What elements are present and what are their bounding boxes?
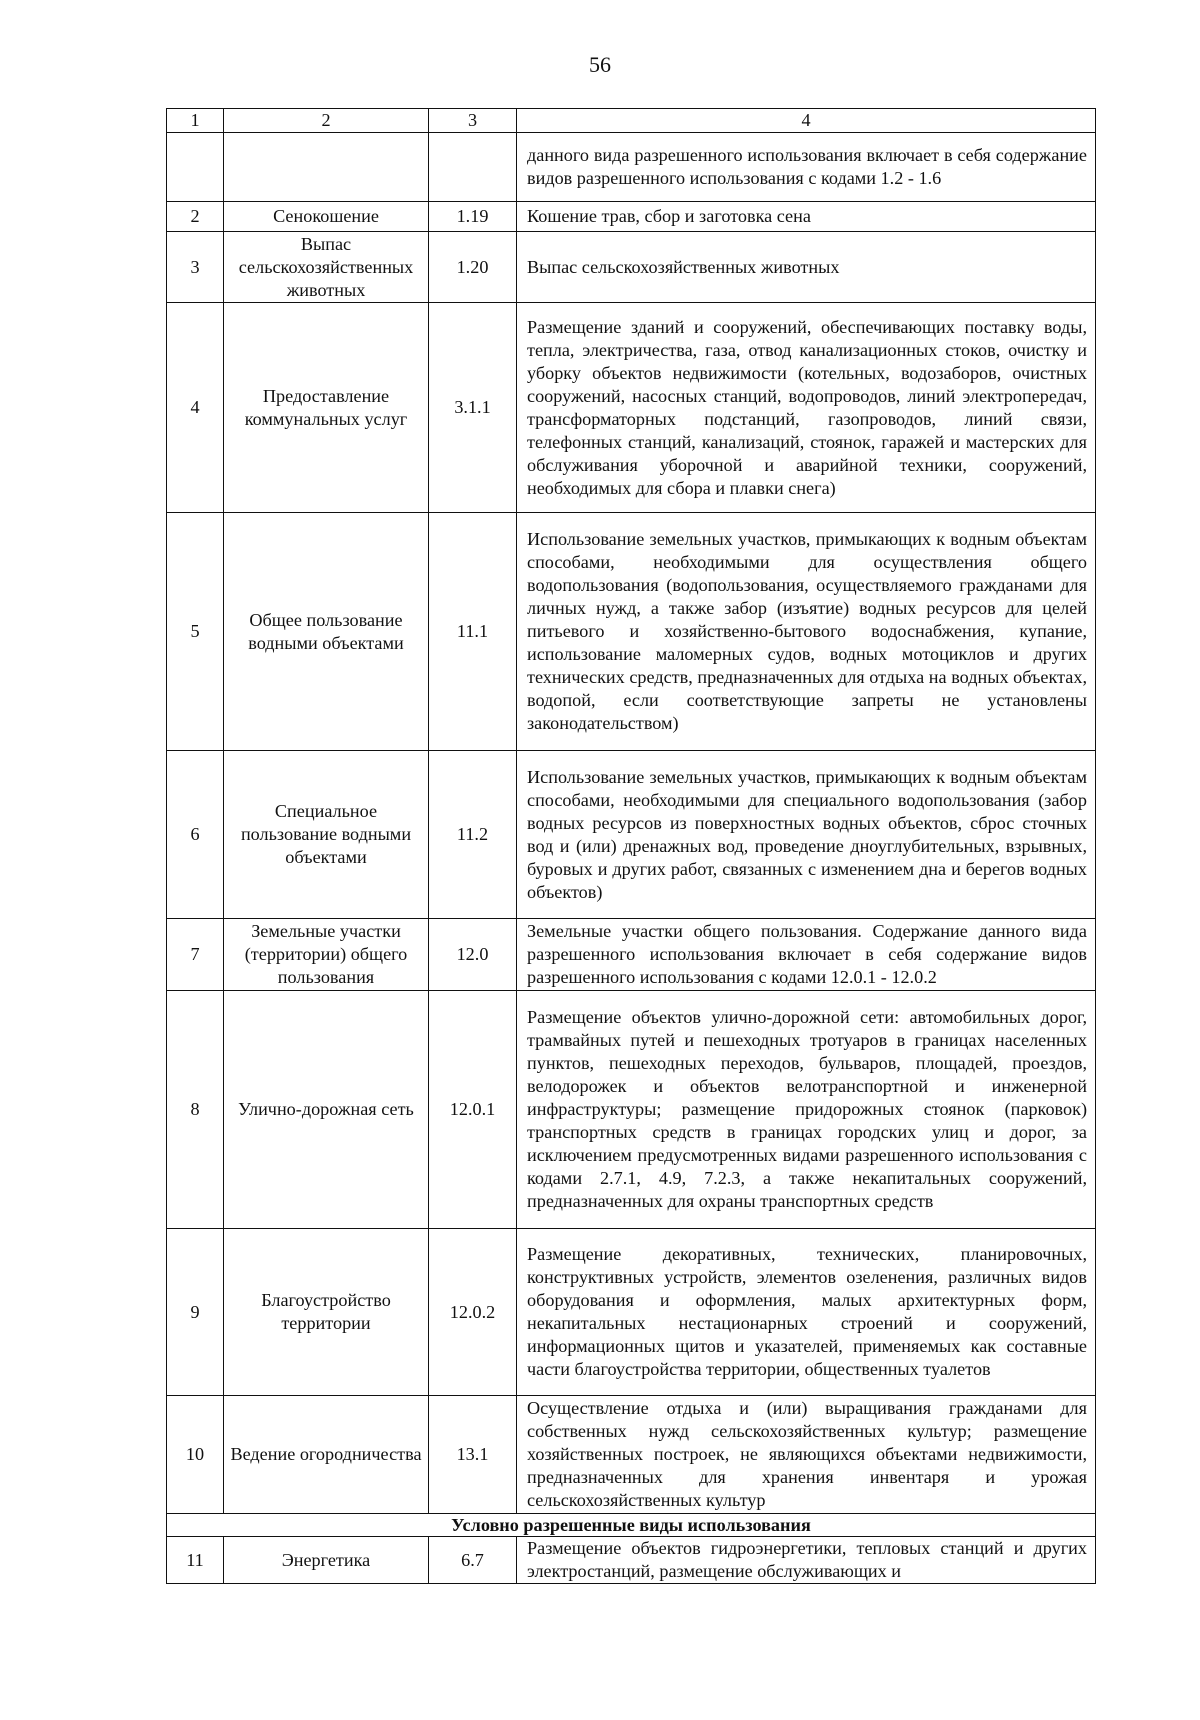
row-name — [224, 133, 429, 202]
row-name: Благоустройство территории — [224, 1229, 429, 1396]
table-row — [167, 303, 1096, 513]
land-use-table — [166, 108, 1096, 1584]
row-number: 6 — [167, 751, 224, 919]
row-name: Сенокошение — [224, 202, 429, 232]
row-code: 1.20 — [429, 232, 517, 303]
row-name: Общее пользование водными объектами — [224, 513, 429, 751]
row-description: Размещение декоративных, технических, планировочных, конструктивных устройств, элементов озеленения, различных видов оборудования и оформления, малых архитектурных форм, некапитальных нестационарных строений и сооружений, информационных щитов и указателей, применяемых как составные части благоустройства территории, общественных туалетов — [517, 1229, 1096, 1396]
table-row — [167, 513, 1096, 751]
row-description-text: Кошение трав, сбор и заготовка сена — [527, 206, 811, 226]
row-name: Улично-дорожная сеть — [224, 991, 429, 1229]
row-code: 6.7 — [429, 1537, 517, 1584]
row-number: 9 — [167, 1229, 224, 1396]
row-description — [517, 202, 1096, 232]
row-name: Энергетика — [224, 1537, 429, 1584]
column-header-description: 4 — [517, 109, 1096, 133]
row-description: Размещение объектов улично-дорожной сети: автомобильных дорог, трамвайных путей и пешеходных тротуаров в границах населенных пунктов, пешеходных переходов, бульваров, площадей, проездов, велодорожек и объектов велотранспортной и инженерной инфраструктуры; размещение придорожных стоянок (парковок) транспортных средств в границах городских улиц и дорог, за исключением предусмотренных видами разрешенного использования с кодами 2.7.1, 4.9, 7.2.3, а также некапитальных сооружений, предназначенных для охраны транспортных средств — [517, 991, 1096, 1229]
row-code: 1.19 — [429, 202, 517, 232]
row-description: Осуществление отдыха и (или) выращивания гражданами для собственных нужд сельскохозяйственных культур; размещение хозяйственных построек, не являющихся объектами недвижимости, предназначенных для хранения инвентаря и урожая сельскохозяйственных культур — [517, 1396, 1096, 1514]
row-name: Земельные участки (территории) общего пользования — [224, 919, 429, 991]
table-row — [167, 991, 1096, 1229]
row-number: 10 — [167, 1396, 224, 1514]
table-row — [167, 232, 1096, 303]
row-number: 11 — [167, 1537, 224, 1584]
row-description: Земельные участки общего пользования. Содержание данного вида разрешенного использования включает в себя содержание видов разрешенного использования с кодами 12.0.1 - 12.0.2 — [517, 919, 1096, 991]
column-header-name: 2 — [224, 109, 429, 133]
row-code: 12.0.1 — [429, 991, 517, 1229]
row-number: 5 — [167, 513, 224, 751]
row-description: данного вида разрешенного использования включает в себя содержание видов разрешенного использования с кодами 1.2 - 1.6 — [517, 133, 1096, 202]
row-code: 12.0.2 — [429, 1229, 517, 1396]
row-number: 4 — [167, 303, 224, 513]
row-number: 2 — [167, 202, 224, 232]
section-header-row — [167, 1514, 1096, 1537]
table-row — [167, 1537, 1096, 1584]
row-code: 3.1.1 — [429, 303, 517, 513]
row-code: 13.1 — [429, 1396, 517, 1514]
row-description — [517, 232, 1096, 303]
row-name: Предоставление коммунальных услуг — [224, 303, 429, 513]
row-number: 3 — [167, 232, 224, 303]
table-row — [167, 202, 1096, 232]
row-number: 7 — [167, 919, 224, 991]
row-name: Специальное пользование водными объектами — [224, 751, 429, 919]
row-description: Использование земельных участков, примыкающих к водным объектам способами, необходимыми для осуществления общего водопользования (водопользования, осуществляемого гражданами для личных нужд, а также забор (изъятие) водных ресурсов для целей питьевого и хозяйственно-бытового водоснабжения, купание, использование маломерных судов, водных мотоциклов и других технических средств, предназначенных для отдыха на водных объектах, водопой, если соответствующие запреты не установлены законодательством) — [517, 513, 1096, 751]
page-number: 56 — [589, 52, 611, 77]
row-code: 12.0 — [429, 919, 517, 991]
row-description: Использование земельных участков, примыкающих к водным объектам способами, необходимыми для специального водопользования (забор водных ресурсов из поверхностных водных объектов, сброс сточных вод и (или) дренажных вод, проведение дноуглубительных, взрывных, буровых и других работ, связанных с изменением дна и берегов водных объектов) — [517, 751, 1096, 919]
row-code — [429, 133, 517, 202]
table-header-row — [167, 109, 1096, 133]
column-header-code: 3 — [429, 109, 517, 133]
row-number: 8 — [167, 991, 224, 1229]
section-title: Условно разрешенные виды использования — [167, 1514, 1096, 1537]
table-row — [167, 1396, 1096, 1514]
row-code: 11.1 — [429, 513, 517, 751]
row-number — [167, 133, 224, 202]
table-row — [167, 751, 1096, 919]
table-row-continuation — [167, 133, 1096, 202]
row-description: Размещение объектов гидроэнергетики, тепловых станций и других электростанций, размещение обслуживающих и — [517, 1537, 1096, 1584]
row-description: Размещение зданий и сооружений, обеспечивающих поставку воды, тепла, электричества, газа, отвод канализационных стоков, очистку и уборку объектов недвижимости (котельных, водозаборов, очистных сооружений, насосных станций, водопроводов, линий электропередач, трансформаторных подстанций, газопроводов, линий связи, телефонных станций, канализаций, стоянок, гаражей и мастерских для обслуживания уборочной и аварийной техники, сооружений, необходимых для сбора и плавки снега) — [517, 303, 1096, 513]
row-code: 11.2 — [429, 751, 517, 919]
row-name: Выпас сельскохозяйственных животных — [224, 232, 429, 303]
row-name: Ведение огородничества — [224, 1396, 429, 1514]
column-header-number: 1 — [167, 109, 224, 133]
table-row — [167, 1229, 1096, 1396]
row-description-text: Выпас сельскохозяйственных животных — [527, 256, 840, 277]
table-row — [167, 919, 1096, 991]
